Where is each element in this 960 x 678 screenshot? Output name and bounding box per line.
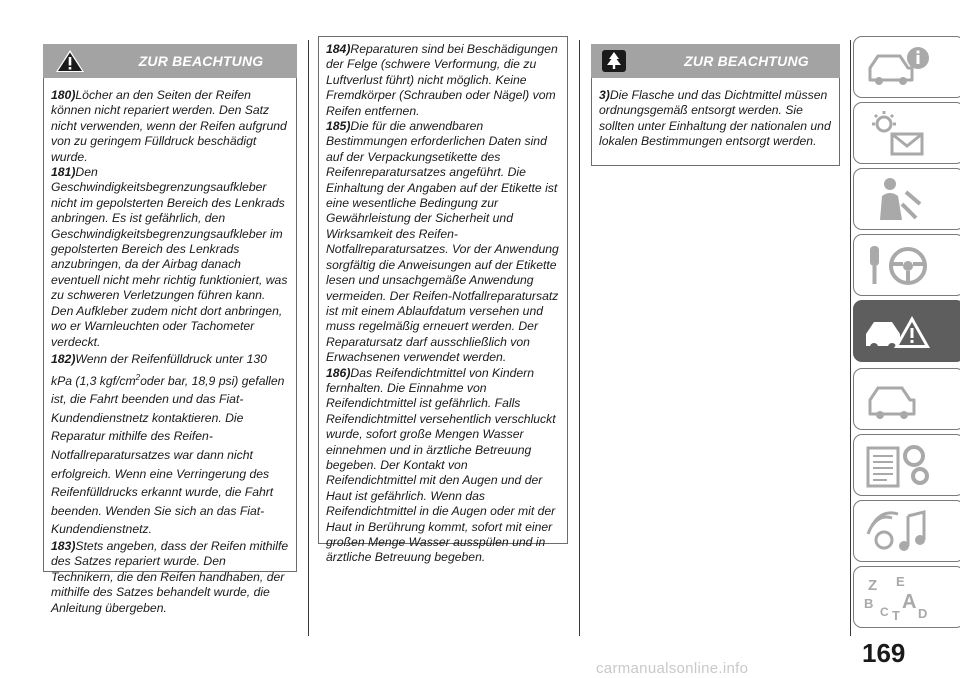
warning-title: ZUR BEACHTUNG xyxy=(138,53,264,69)
note-181: 181)Den Geschwindigkeitsbegrenzungsaufkleber nicht im gepolsterten Bereich des Lenkrads anbringen. Es ist gefährlich, den Geschwindigkeitsbegrenzungsaufkleber im gepolsterten Bereich des Lenkrads anzubringen, da der Airbag danach eventuell nicht mehr richtig funktioniert, was zu schweren Verletzungen führen kann. Den Aufkleber zudem nicht dort anbringen, wo er Warnleuchten oder Tachometer verdeckt. xyxy=(51,165,288,349)
environment-title: ZUR BEACHTUNG xyxy=(684,53,809,69)
note-180: 180)Löcher an den Seiten der Reifen können nicht repariert werden. Den Satz nicht verwenden, wenn der Reifen aufgrund von zu geringem Fülldruck beschädigt wurde. xyxy=(51,88,287,164)
svg-text:B: B xyxy=(864,596,874,611)
column-separator xyxy=(579,40,580,636)
note-186: 186)Das Reifendichtmittel von Kindern fernhalten. Die Einnahme von Reifendichtmittel ist gefährlich. Falls Reifendichtmittel versehentlich verschluckt wurde, sofort große Mengen Wasser einnehmen und in ärztliche Betreuung begeben. Der Kontakt von Reifendichtmittel mit den Augen und der Haut ist gefährlich. Wenn das Reifendichtmittel in die Augen oder mit der Haut in Berührung kommt, sofort mit einer großen Menge Wasser ausspülen und in ärztliche Betreuung begeben. xyxy=(326,365,556,565)
emergency-icon xyxy=(862,306,934,356)
tab-multimedia[interactable] xyxy=(853,500,960,562)
svg-text:A: A xyxy=(902,591,917,613)
tab-car-info[interactable] xyxy=(853,36,960,98)
index-icon xyxy=(862,572,934,622)
svg-text:D: D xyxy=(918,606,928,621)
car-info-icon xyxy=(862,42,934,92)
page-number: 169 xyxy=(862,638,906,668)
tab-index[interactable] xyxy=(853,566,960,628)
svg-text:Z: Z xyxy=(868,577,878,594)
tab-starting-driving[interactable] xyxy=(853,234,960,296)
multimedia-icon xyxy=(862,506,934,556)
technical-data-icon xyxy=(862,440,934,490)
environment-column xyxy=(591,44,840,166)
maintenance-icon xyxy=(862,374,934,424)
note-3: 3)Die Flasche und das Dichtmittel müssen ordnungsgemäß entsorgt werden. Sie sollten unter Einhaltung der nationalen und lokalen Bestimmungen entsorgt werden. xyxy=(599,88,831,149)
watermark: carmanualsonline.info xyxy=(596,660,749,677)
warning-lights-icon xyxy=(862,108,934,158)
starting-driving-icon xyxy=(862,240,934,290)
warning-header xyxy=(43,44,297,78)
tab-safety[interactable] xyxy=(853,168,960,230)
tab-technical-data[interactable] xyxy=(853,434,960,496)
tree-icon xyxy=(599,49,629,73)
tab-warning-lights[interactable] xyxy=(853,102,960,164)
column-separator xyxy=(308,40,309,636)
tab-emergency[interactable] xyxy=(853,300,960,362)
warning-text xyxy=(44,78,296,626)
note-184: 184)Reparaturen sind bei Beschädigungen der Felge (schwere Verformung, die zu Luftverlust führt) nicht möglich. Keine Fremdkörper (Schrauben oder Nägel) vom Reifen entfernen. xyxy=(326,42,558,118)
note-182: 182)Wenn der Reifenfülldruck unter 130 kPa (1,3 kgf/$cm^2oder$ bar, 18,9 psi) gefallen ist, die Fahrt beenden und das Fiat-Kundendienstnetz kontaktieren. Die Reparatur mithilfe des Reifen-Notfallreparatursatzes war dann nicht erfolgreich. Wenn eine Verringerung des Reifenfülldrucks erkannt wurde, die Fahrt beenden. Wenden Sie sich an das Fiat-Kundendienstnetz. xyxy=(51,351,285,537)
svg-text:T: T xyxy=(892,608,900,622)
warning-box xyxy=(43,78,297,615)
environment-header xyxy=(591,44,840,78)
svg-text:C: C xyxy=(880,605,889,619)
note-185: 185)Die für die anwendbaren Bestimmungen erforderlichen Daten sind auf der Verpackungsetikette des Reifenreparatursatzes angeführt. Die Einhaltung der Angaben auf der Etikette ist eine wesentliche Bedingung zur Gewährleistung der Sicherheit und Wirksamkeit des Reifen-Notfallreparatursatzes. Vor der Anwendung sorgfältig die Anweisungen auf der Etikette lesen und unsachgemäße Anwendung vermeiden. Der Reifen-Notfallreparatursatz ist mit einem Ablaufdatum versehen und muss regelmäßig erneuert werden. Der Reparatursatz darf ausschließlich von Erwachsenen verwendet werden. xyxy=(326,119,559,365)
safety-airbag-icon xyxy=(862,174,934,224)
warning-column-1 xyxy=(43,44,297,615)
warning-triangle-icon xyxy=(55,49,85,73)
column-separator xyxy=(850,40,851,636)
warning-column-2 xyxy=(318,36,568,565)
svg-text:E: E xyxy=(896,574,905,589)
environment-box xyxy=(591,78,840,166)
environment-text xyxy=(592,78,839,160)
tab-maintenance[interactable] xyxy=(853,368,960,430)
note-183: 183)Stets angeben, dass der Reifen mithilfe des Satzes repariert wurde. Den Technikern, die den Reifen handhaben, der mithilfe des Satzes behandelt wurde, die Anleitung übergeben. xyxy=(51,538,289,615)
warning-text-2 xyxy=(319,37,567,576)
